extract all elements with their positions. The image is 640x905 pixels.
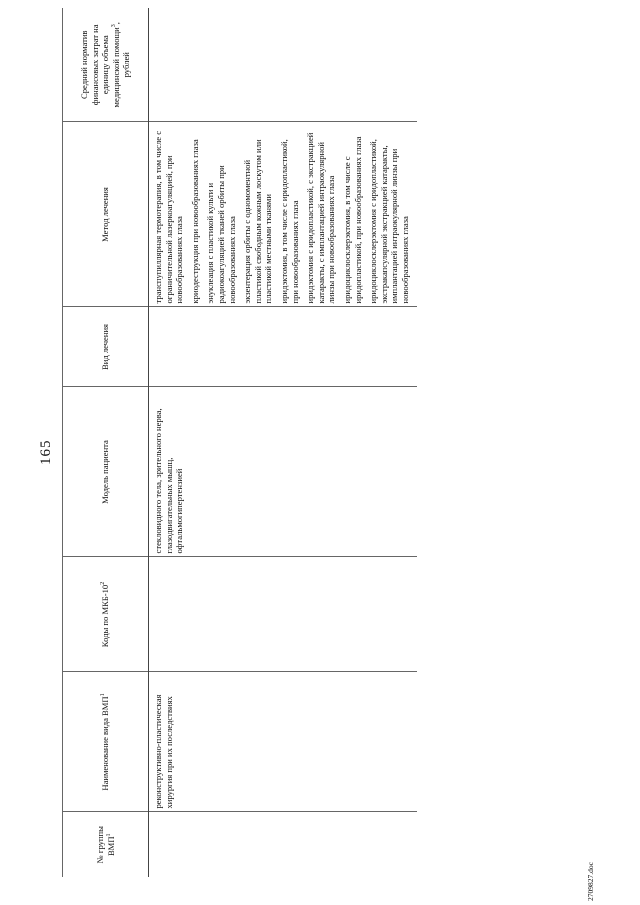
page-number: 165 bbox=[38, 439, 54, 465]
cell-name: реконструктивно-пластическая хирургия при их последствиях bbox=[149, 672, 418, 812]
method-item: экзентерация орбиты с одномоментной пластикой свободным кожным лоскутом или пластикой местными тканями bbox=[242, 139, 274, 304]
method-item: иридоциклосклерэктомия с иридопластикой, экстракапсулярной экстракцией катаракты, имплантацией интраокулярной линзы при новообразованиях глаза bbox=[368, 139, 410, 304]
method-item: криодеструкция при новообразованиях глаза bbox=[189, 139, 200, 304]
method-item: иридэктомия, в том числе с иридопластикой, при новообразованиях глаза bbox=[278, 139, 300, 304]
method-item: иридэктомия с иридопластикой, с экстракцией катаракты, с имплантацией интраокулярной линзы при новообразованиях глаза bbox=[305, 132, 337, 304]
header-name: Наименование вида ВМП$^1$ bbox=[63, 672, 149, 812]
header-type: Вид лечения bbox=[63, 307, 149, 387]
header-norm: Средний норматив финансовых затрат на единицу объема медицинской помощи$^3$, рублей bbox=[63, 8, 149, 122]
footer-filename: 2709827.doc bbox=[586, 862, 595, 901]
cell-methods bbox=[149, 122, 418, 307]
method-item: иридоциклосклерэктомия, в том числе с иридопластикой, при новообразованиях глаза bbox=[341, 136, 363, 304]
table-row bbox=[149, 8, 418, 877]
cell-codes bbox=[149, 557, 418, 672]
cell-group bbox=[149, 812, 418, 877]
header-codes: Коды по МКБ-$10^2$ bbox=[63, 557, 149, 672]
header-group: № группы ВМП$^1$ bbox=[63, 812, 149, 877]
method-item: транспупиллярная термотерапия, в том числе с ограничительной лазеркоагуляцией, при новообразованиях глаза bbox=[153, 130, 185, 304]
vmp-table bbox=[62, 8, 417, 877]
cell-model: стекловидного тела, зрительного нерва, глазодвигательных мышц, офтальмогипертензией bbox=[149, 387, 418, 557]
method-item: энуклеация с пластикой культи и радиокоагуляцией тканей орбиты при новообразованиях глаза bbox=[205, 165, 237, 304]
header-model: Модель пациента bbox=[63, 387, 149, 557]
cell-type bbox=[149, 307, 418, 387]
header-row bbox=[63, 8, 149, 877]
header-method: Метод лечения bbox=[63, 122, 149, 307]
cell-norm bbox=[149, 8, 418, 122]
